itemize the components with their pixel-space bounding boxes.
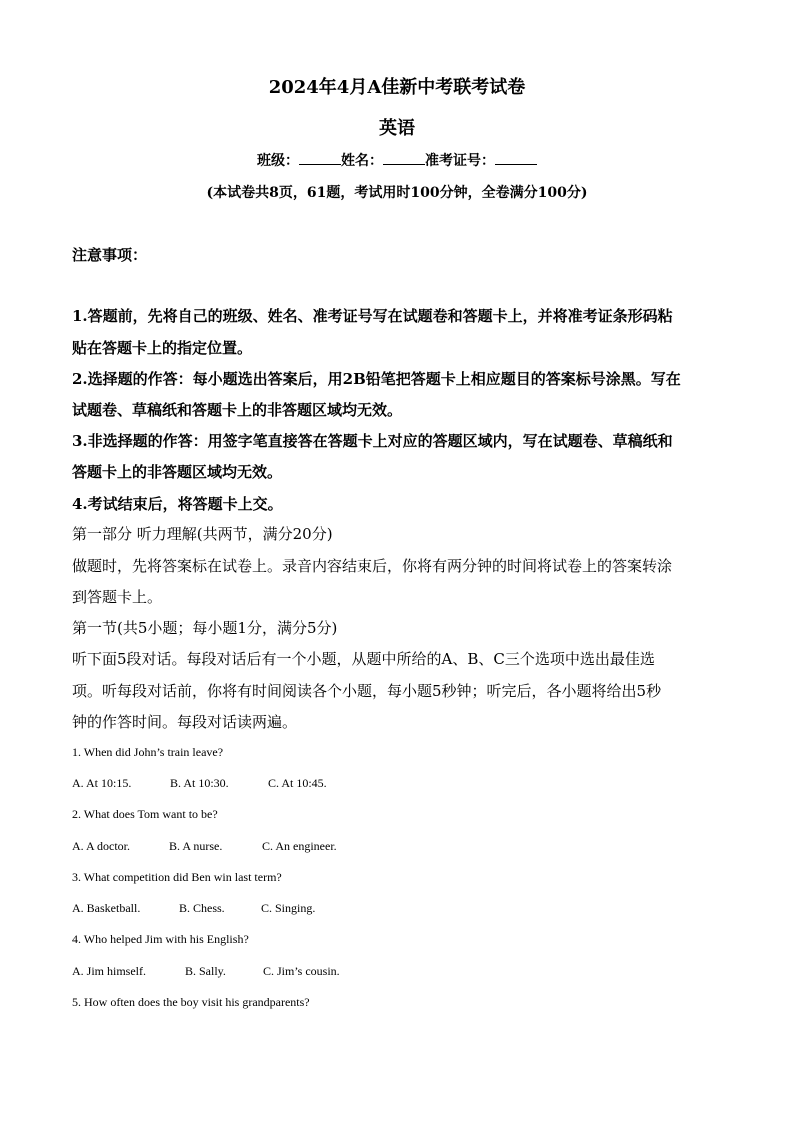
option-c: C. Singing. bbox=[261, 901, 316, 915]
option-b: B. At 10:30. bbox=[170, 776, 229, 790]
option-a: A. At 10:15. bbox=[72, 776, 132, 790]
option-c: C. An engineer. bbox=[262, 839, 337, 853]
exam-id-label: 准考证号： bbox=[425, 153, 495, 169]
section1-heading: 第一节(共5小题；每小题1分，满分5分) bbox=[72, 619, 338, 637]
part1-instruction: 到答题卡上。 bbox=[72, 588, 163, 606]
question-stem: 5. How often does the boy visit his grandparents? bbox=[72, 995, 310, 1009]
option-b: B. A nurse. bbox=[169, 839, 223, 853]
name-label: 姓名： bbox=[341, 153, 383, 169]
question-stem: 2. What does Tom want to be? bbox=[72, 807, 218, 821]
class-label: 班级： bbox=[257, 153, 299, 169]
exam-title: 2024年4月A佳新中考联考试卷 bbox=[268, 77, 526, 98]
section1-instruction: 项。听每段对话前，你将有时间阅读各个小题，每小题5秒钟；听完后，各小题将给出5秒 bbox=[72, 682, 662, 700]
notice-line: 4.考试结束后，将答题卡上交。 bbox=[72, 495, 283, 513]
student-info-row bbox=[0, 150, 794, 170]
option-a: A. Jim himself. bbox=[72, 964, 146, 978]
class-blank bbox=[299, 152, 341, 165]
notice-line: 答题卡上的非答题区域均无效。 bbox=[72, 463, 283, 481]
question-stem: 4. Who helped Jim with his English? bbox=[72, 932, 249, 946]
part1-heading: 第一部分 听力理解(共两节，满分20分) bbox=[72, 525, 333, 543]
option-a: A. Basketball. bbox=[72, 901, 141, 915]
notice-heading: 注意事项： bbox=[72, 246, 148, 264]
question-options bbox=[72, 838, 337, 854]
notice-line: 试题卷、草稿纸和答题卡上的非答题区域均无效。 bbox=[72, 401, 403, 419]
exam-note: (本试卷共8页，61题，考试用时100分钟，全卷满分100分) bbox=[206, 185, 588, 201]
question-stem: 3. What competition did Ben win last term? bbox=[72, 870, 282, 884]
part1-instruction: 做题时，先将答案标在试卷上。录音内容结束后，你将有两分钟的时间将试卷上的答案转涂 bbox=[72, 557, 673, 575]
notice-line: 2.选择题的作答：每小题选出答案后，用2B铅笔把答题卡上相应题目的答案标号涂黑。写在 bbox=[72, 370, 681, 388]
exam-id-blank bbox=[495, 152, 537, 165]
question-options bbox=[72, 963, 340, 979]
section1-instruction: 听下面5段对话。每段对话后有一个小题，从题中所给的A、B、C三个选项中选出最佳选 bbox=[72, 650, 655, 668]
section1-instruction: 钟的作答时间。每段对话读两遍。 bbox=[72, 713, 298, 731]
option-c: C. Jim’s cousin. bbox=[263, 964, 340, 978]
notice-line: 贴在答题卡上的指定位置。 bbox=[72, 339, 253, 357]
option-b: B. Chess. bbox=[179, 901, 225, 915]
name-blank bbox=[383, 152, 425, 165]
notice-line: 3.非选择题的作答：用签字笔直接答在答题卡上对应的答题区域内，写在试题卷、草稿纸和 bbox=[72, 432, 673, 450]
option-b: B. Sally. bbox=[185, 964, 226, 978]
question-options bbox=[72, 900, 315, 916]
question-stem: 1. When did John’s train leave? bbox=[72, 745, 224, 759]
option-c: C. At 10:45. bbox=[268, 776, 327, 790]
notice-line: 1.答题前，先将自己的班级、姓名、准考证号写在试题卷和答题卡上，并将准考证条形码粘 bbox=[72, 307, 673, 325]
option-a: A. A doctor. bbox=[72, 839, 131, 853]
exam-subject: 英语 bbox=[379, 118, 415, 139]
question-options bbox=[72, 775, 327, 791]
